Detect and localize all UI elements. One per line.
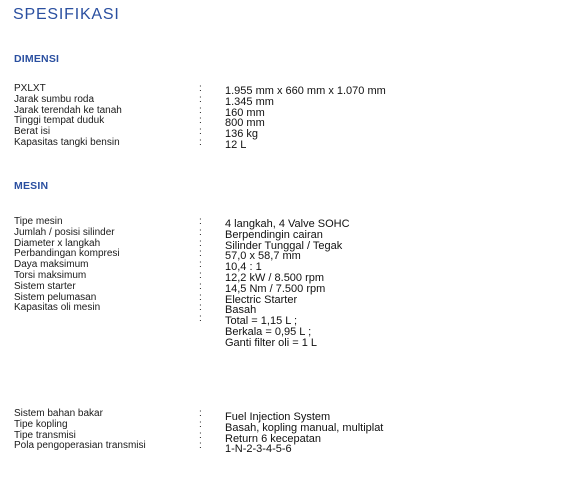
spec-value: 1.345 mm	[225, 95, 274, 108]
colon: :	[199, 302, 202, 314]
spec-value: 1-N-2-3-4-5-6	[225, 443, 292, 456]
colon: :	[199, 418, 202, 430]
spec-value: Berkala = 0,95 L ;	[225, 325, 312, 338]
colon: :	[199, 226, 202, 238]
colon: :	[199, 280, 202, 292]
colon: :	[199, 429, 202, 441]
colon: :	[199, 408, 202, 419]
spec-label: Perbandingan kompresi	[14, 248, 120, 260]
spec-label: Jumlah / posisi silinder	[14, 226, 115, 238]
spec-label: Sistem pelumasan	[14, 291, 97, 303]
page-title: SPESIFIKASI	[13, 6, 120, 23]
spec-value: 12,2 kW / 8.500 rpm	[225, 271, 325, 284]
spec-value: Electric Starter	[225, 293, 298, 306]
section-heading-mesin: MESIN	[14, 180, 49, 192]
colon: :	[199, 216, 202, 227]
colon: :	[199, 440, 202, 452]
colon: :	[199, 83, 202, 94]
spec-value: Fuel Injection System	[225, 411, 331, 423]
spec-values-mesin	[225, 219, 350, 349]
spec-label: Diameter x langkah	[14, 237, 101, 249]
spec-label: Tipe kopling	[14, 418, 68, 430]
spec-value: Return 6 kecepatan	[225, 432, 322, 445]
spec-label: Kapasitas oli mesin	[14, 302, 101, 314]
spec-values-dimensi	[225, 86, 386, 151]
spec-label: PXLXT	[14, 83, 46, 94]
spec-value: 136 kg	[225, 128, 259, 141]
spec-label: Kapasitas tangki bensin	[14, 136, 120, 148]
spec-values-mesin-2	[225, 412, 383, 455]
spec-label: Jarak terendah ke tanah	[14, 104, 122, 116]
colon: :	[199, 313, 202, 325]
colon: :	[199, 115, 202, 127]
spec-value: 12 L	[225, 138, 247, 151]
spec-value: Total = 1,15 L ;	[225, 315, 298, 328]
colon: :	[199, 93, 202, 105]
spec-label: Pola pengoperasian transmisi	[14, 440, 146, 452]
colon: :	[199, 259, 202, 271]
spec-value: 10,4 : 1	[225, 261, 262, 274]
spec-value: 57,0 x 58,7 mm	[225, 250, 301, 263]
spec-label: Jarak sumbu roda	[14, 93, 95, 105]
colon: :	[199, 291, 202, 303]
spec-label: Sistem bahan bakar	[14, 408, 103, 419]
spec-value: 800 mm	[225, 117, 265, 130]
colon: :	[199, 104, 202, 116]
spec-value: Basah	[225, 304, 257, 317]
spec-value: Ganti filter oli = 1 L	[225, 336, 318, 349]
colon: :	[199, 248, 202, 260]
colon: :	[199, 237, 202, 249]
spec-value: 14,5 Nm / 7.500 rpm	[225, 282, 326, 295]
spec-value: Basah, kopling manual, multiplat	[225, 421, 384, 434]
colon: :	[199, 136, 202, 148]
spec-value: 4 langkah, 4 Valve SOHC	[225, 218, 350, 230]
spec-label: Torsi maksimum	[14, 269, 87, 281]
colon: :	[199, 126, 202, 138]
spec-label: Tipe mesin	[14, 216, 63, 227]
spec-value: Berpendingin cairan	[225, 228, 323, 241]
spec-label: Daya maksimum	[14, 259, 89, 271]
spec-value: 1.955 mm x 660 mm x 1.070 mm	[225, 85, 386, 97]
spec-value: Silinder Tunggal / Tegak	[225, 239, 343, 252]
spec-label: Sistem starter	[14, 280, 76, 292]
spec-value: 160 mm	[225, 106, 265, 119]
spec-label: Tinggi tempat duduk	[14, 115, 105, 127]
section-heading-dimensi: DIMENSI	[14, 53, 60, 65]
colon: :	[199, 269, 202, 281]
spec-label: Tipe transmisi	[14, 429, 76, 441]
spec-label: Berat isi	[14, 126, 51, 138]
